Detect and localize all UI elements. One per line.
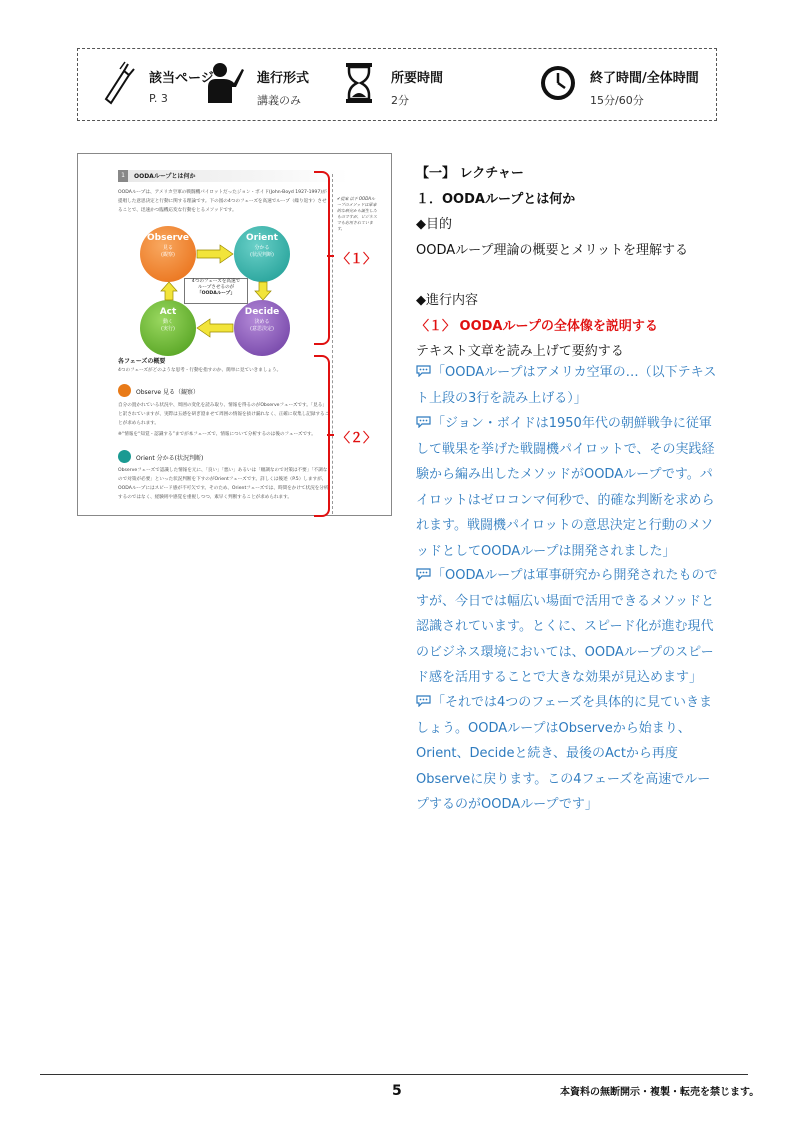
copyright-notice: 本資料の無断開示・複製・転売を禁じます。 bbox=[560, 1087, 760, 1098]
bracket-2-tick bbox=[327, 434, 334, 436]
hourglass-icon bbox=[340, 61, 380, 105]
info-box bbox=[77, 48, 717, 121]
observe-title: Observe bbox=[147, 233, 189, 243]
speech-bubble-icon bbox=[416, 695, 431, 707]
info-value: P. 3 bbox=[149, 92, 168, 105]
bracket-1-label: 〈１〉 bbox=[337, 252, 377, 267]
info-label: 進行形式 bbox=[257, 71, 310, 86]
observe-magnifier-icon bbox=[118, 384, 131, 397]
center-caption-line: 4つのフェーズを高速で bbox=[191, 279, 241, 284]
center-caption-line: ループさせるのが bbox=[197, 285, 235, 290]
info-value: 15分/60分 bbox=[590, 94, 644, 107]
arrow-right bbox=[196, 244, 234, 264]
purpose-label: ◆目的 bbox=[416, 217, 452, 232]
orient-title: Orient bbox=[246, 233, 278, 243]
thumb-observe-text: 自分の置かれている状況や、周囲の変化を読み取り、情報を得るのがObserveフェーズです。「見る」と訳されていますが、実際は五感を研ぎ澄ませて周囲の情報を抜け漏れなく、正確に収集し記録することが求められます。 bbox=[118, 403, 330, 426]
thumb-side-note: ✔提案 以下 OODAループのメソッドは軍事的な研究から誕生したものですが、ビジネスでも応用されています。 bbox=[337, 196, 377, 231]
decide-sub: 決める bbox=[254, 319, 270, 325]
quote-text: 「それでは4つのフェーズを具体的に見ていきましょう。OODAループはObserveから始まり、Orient、Decideと続き、最後のActから再度Observeに戻ります。この4フェーズを高速でループするのがOODAループです」 bbox=[416, 695, 712, 813]
lecture-heading: １．OODAループとは何か bbox=[416, 192, 576, 207]
decide-sub2: (意思決定) bbox=[250, 326, 274, 332]
speech-bubble-icon bbox=[416, 568, 431, 580]
orient-pin-icon bbox=[118, 450, 131, 463]
progress-label: ◆進行内容 bbox=[416, 293, 478, 308]
purpose-text: OODAループ理論の概要とメリットを理解する bbox=[416, 243, 688, 258]
observe-sub2: (観察) bbox=[161, 252, 175, 258]
orient-circle bbox=[234, 226, 290, 282]
bracket-1 bbox=[314, 171, 330, 345]
script-quote-2 bbox=[416, 411, 722, 565]
script-quote-4 bbox=[416, 690, 722, 818]
act-title: Act bbox=[159, 307, 177, 317]
decide-circle bbox=[234, 300, 290, 356]
observe-circle bbox=[140, 226, 196, 282]
decide-title: Decide bbox=[244, 307, 280, 317]
lecture-section: 【一】 レクチャー bbox=[416, 166, 524, 181]
thumb-observe-heading: Observe 見る（観察） bbox=[136, 389, 199, 396]
quote-text: 「ジョン・ボイドは1950年代の朝鮮戦争に従軍して戦果を挙げた戦闘機パイロットで、その実践経験から編み出したメソッドがOODAループです。パイロットはゼロコンマ何秒で、的確な判断を求められます。戦闘機パイロットの意思決定と行動のメソッドとしてOODAループは開発されました」 bbox=[416, 416, 715, 559]
act-sub2: (実行) bbox=[161, 326, 175, 332]
pen-icon bbox=[98, 61, 138, 105]
quote-text: 「OODAループは軍事研究から開発されたものですが、今日では幅広い場面で活用できるメソッドと認識されています。とくに、スピード化が進む現代のビジネス環境においては、OODAループのスピード感を活用することで大きな効果が見込めます」 bbox=[416, 568, 718, 686]
info-value: 2分 bbox=[391, 94, 409, 107]
footer-rule bbox=[40, 1074, 748, 1075]
bracket-2 bbox=[314, 355, 330, 517]
center-caption-line: 「OODAループ」 bbox=[197, 291, 235, 296]
info-label: 終了時間/全体時間 bbox=[590, 71, 699, 86]
thumb-orient-heading: Orient 分かる(状況判断) bbox=[136, 455, 204, 462]
arrow-up bbox=[160, 281, 178, 301]
thumb-phases-heading: 各フェーズの概要 bbox=[118, 358, 166, 365]
clock-icon bbox=[539, 61, 579, 105]
arrow-down bbox=[254, 281, 272, 301]
thumb-phases-intro: 4つのフェーズがどのような思考・行動を指すのか、簡単に見ていきましょう。 bbox=[118, 368, 282, 373]
thumb-section-number: 1 bbox=[118, 170, 128, 182]
arrow-left bbox=[196, 318, 234, 338]
observe-sub: 見る bbox=[162, 245, 173, 251]
step1-note: テキスト文章を読み上げて要約する bbox=[416, 344, 624, 359]
thumb-section-title: OODAループとは何か bbox=[134, 173, 196, 180]
step1-heading: 〈１〉 OODAループの全体像を説明する bbox=[416, 319, 658, 334]
thumb-orient-text: Observeフェーズで認識した情報を元に、「良い」「悪い」あるいは「順調なので対策は不要」「不調なので対策が必要」といった状況判断を下すのがOrientフェーズです。詳しくは後述（P.5）しますが、OODAループにはスピード感が不可欠です。そのため、Orientフェーズでは、時間をかけて状況を分析するのではなく、経験則や感覚を重視しつつ、素早く判断することが求められます。 bbox=[118, 468, 329, 500]
thumb-observe-note: ※“情報を“知覚・認識する”までが本フェーズで、情報について分析するのは後のフェーズです。 bbox=[118, 432, 316, 437]
script-quote-3 bbox=[416, 563, 722, 691]
orient-sub: 分かる bbox=[254, 245, 270, 251]
info-label: 所要時間 bbox=[391, 71, 444, 86]
script-quote-1 bbox=[416, 360, 722, 411]
page-number: 5 bbox=[392, 1083, 402, 1099]
speech-bubble-icon bbox=[416, 365, 431, 377]
act-circle bbox=[140, 300, 196, 356]
lecturer-icon bbox=[206, 61, 246, 105]
textbook-thumbnail bbox=[77, 153, 392, 516]
orient-sub2: (状況判断) bbox=[250, 252, 274, 258]
info-label: 該当ページ bbox=[149, 71, 214, 86]
center-caption bbox=[184, 278, 248, 304]
info-value: 講義のみ bbox=[257, 94, 301, 107]
speech-bubble-icon bbox=[416, 416, 431, 428]
thumb-intro: OODAループは、アメリカ空軍の戦闘機パイロットだったジョン・ボイド(John-Boyd 1927-1997)が提唱した意思決定と行動に関する理論です。下の図の4つのフェーズを高速でループ（繰り返す）させることで、迅速かつ臨機応変な行動をとるメソッドです。 bbox=[118, 190, 327, 213]
act-sub: 動く bbox=[162, 319, 173, 325]
thumb-divider bbox=[332, 174, 333, 514]
bracket-2-label: 〈２〉 bbox=[337, 431, 377, 446]
quote-text: 「OODAループはアメリカ空軍の…（以下テキスト上段の3行を読み上げる）」 bbox=[416, 365, 717, 406]
bracket-1-tick bbox=[327, 255, 334, 257]
